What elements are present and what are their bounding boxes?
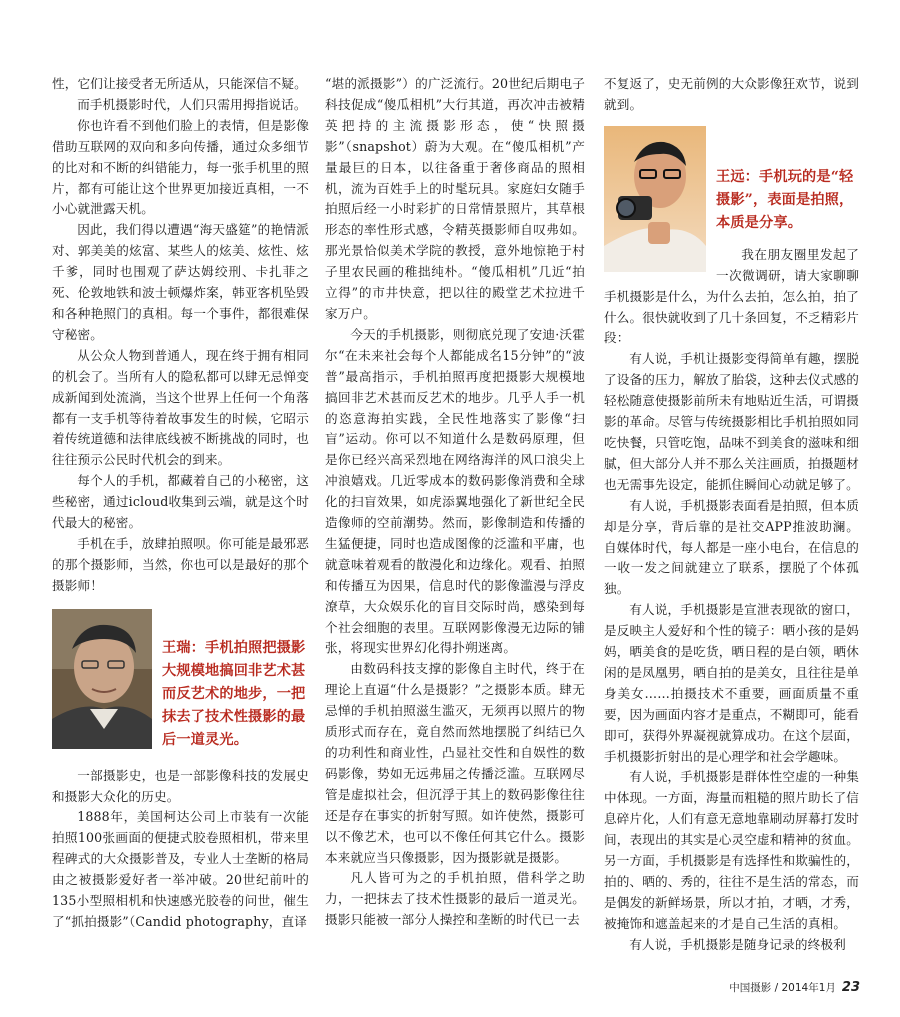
paragraph: 今天的手机摄影，则彻底兑现了安迪·沃霍尔“在未来社会每个人都能成名15分钟”的“波普”最高指示，手机拍照再度把摄影大规模地搞回非艺术甚而反艺术的地步。几乎人手一机的恣意海拍实践，全民性地落实了影像“扫盲”运动。你可以不知道什么是数码原理，但是你已经兴高采烈地在网络海洋的风口浪尖上冲浪嬉戏。几近零成本的数码影像消费和全球化的扫盲效果，如虎添翼地强化了新世纪全民造像师的空前潮势。然而，影像制造和传播的生猛便捷，同时也造成图像的泛滥和平庸，也就意味着观看的散漫化和边缘化。观看、拍照和传播互为因果，信息时代的影像滥漫与浮皮潦草，大众娱乐化的盲目交际时尚，感染到每个社会细胞的表里。互联网影像漫无边际的铺张，将现实世界幻化得扑朔迷离。 <box>325 326 585 656</box>
pull-quote-text: 王瑞：手机拍照把摄影大规模地搞回非艺术甚而反艺术的地步，一把抹去了技术性摄影的最后一道灵光。 <box>162 639 306 748</box>
paragraph: 有人说，手机摄影是群体性空虚的一种集中体现。一方面，海量而粗糙的照片助长了信息碎片化，人们有意无意地靠刷动屏幕打发时间，表现出的其实是心灵空虚和精神的贫血。另一方面，手机摄影是有选择性和欺骗性的，拍的、晒的、秀的，往往不是生活的常态，而是偶发的新鲜场景，所以才拍，才晒，才秀，被掩饰和遮盖起来的才是自己生活的真相。 <box>604 769 859 931</box>
portrait-photo-wang-yuan <box>604 126 706 272</box>
magazine-issue: 中国摄影 / 2014年1月 <box>729 982 836 994</box>
paragraph: 不复返了，史无前例的大众影像狂欢节，说到就到。 <box>604 76 859 112</box>
paragraph: 由数码科技支撑的影像自主时代，终于在理论上直逼“什么是摄影？”之摄影本质。肆无忌惮的手机拍照滋生滥灭，无须再以照片的物质形式而存在，竟自然而然地摆脱了纠结已久的功利性和商业性，凸显社交性和自娱性的数码影像，势如无远弗届之传播泛滥。互联网尽管是虚拟社会，但沉浮于其上的数码影像往往还是存在事实的折射写照。如许使然，摄影可以不像艺术，也可以不像任何其它什么。摄影本来就应当只像摄影，因为摄影就是摄影。 <box>325 661 585 865</box>
column-1 <box>52 74 309 953</box>
page-number: 23 <box>841 980 860 995</box>
paragraph: 一部摄影史，也是一部影像科技的发展史和摄影大众化的历史。 <box>52 767 309 804</box>
paragraph: 因此，我们得以遭遇“海天盛筵”的艳情派对、郭美美的炫富、某些人的炫美、炫性、炫千爹，同时也围观了萨达姆绞刑、卡扎菲之死、伦敦地铁和波士顿爆炸案，韩亚客机坠毁和各种艳照门的真相。每一个事件，都很难保守秘密。 <box>52 222 309 342</box>
paragraph: 凡人皆可为之的手机拍照，借科学之助力，一把抹去了技术性摄影的最后一道灵光。摄影只能被一部分人操控和垄断的时代已一去 <box>325 870 585 928</box>
paragraph: 有人说，手机让摄影变得简单有趣，摆脱了设备的压力，解放了胎袋，这种去仪式感的轻松随意使摄影前所未有地贴近生活，可谓摄影的革命。尽管与传统摄影相比手机拍照如同吃快餐，只管吃饱，品味不到美食的滋味和细腻，但大部分人并不那么关注画质，拍摄题材也无需事先设定，能抓住瞬间心动就足够了。 <box>604 351 859 492</box>
page-footer <box>729 980 860 995</box>
paragraph: 每个人的手机，都藏着自己的小秘密，这些秘密，通过icloud收集到云端，就是这个时代最大的秘密。 <box>52 473 309 531</box>
paragraph: 你也许看不到他们脸上的表情，但是影像借助互联网的双向和多向传播，通过众多细节的比对和不断的纠错能力，每一张手机里的照片，都有可能让这个世界更加接近真相，一不小心就泄露天机。 <box>52 117 309 217</box>
paragraph: 有人说，手机摄影是随身记录的终极利 <box>629 936 846 952</box>
pull-quote-wang-rui <box>52 609 309 752</box>
paragraph: 从公众人物到普通人，现在终于拥有相同的机会了。当所有人的隐私都可以肆无忌惮变成新闻到处流淌，当这个世界上任何一个角落都有一支手机等待着故事发生的时候，它昭示着传统道德和法律底线被不断挑战的同时，也往往预示公民时代机会的到来。 <box>52 347 309 468</box>
column-3 <box>604 74 859 953</box>
paragraph: 性，它们让接受者无所适从，只能深信不疑。 <box>52 76 307 91</box>
paragraph: 手机在手，放肆拍照呗。你可能是最邪恶的那个摄影师，当然，你也可以是最好的那个摄影师！ <box>52 535 309 593</box>
paragraph: 有人说，手机摄影是宣泄表现欲的窗口，是反映主人爱好和个性的镜子：晒小孩的是妈妈，晒美食的是吃货，晒日程的是白领，晒休闲的是凤凰男，晒自拍的是美女，且往往是单身美女……拍摄技术不重要，画面质量不重要，因为画面内容才是重点，不糊即可，能看即可，获得外界凝视就算成功。在这个层面，手机摄影折射出的是心理学和社会学趣味。 <box>604 602 859 764</box>
portrait-photo-wang-rui <box>52 609 152 749</box>
paragraph: 而手机摄影时代，人们只需用拇指说话。 <box>77 96 307 112</box>
paragraph: 1888年，美国柯达公司上市装有一次能拍照100张画面的便捷式胶卷照相机，带来里程碑式的大众摄影普及，专业人士垄断的格局由之被摄影爱好者一举冲破。20世纪前叶的135小型照相机和快速感光胶卷的问世，催生了“抓拍摄影”（Candid photography，直译 <box>52 809 309 929</box>
paragraph: “堪的派摄影”）的广泛流行。20世纪后期电子科技促成“傻瓜相机”大行其道，再次冲击被精英把持的主流摄影形态，使“快照摄影”（snapshot）蔚为大观。在“傻瓜相机”产量最巨的日本，以往备重于奢侈商品的照相机，流为百姓手上的时髦玩具。家庭妇女随手拍照后经一小时彩扩的日常情景照片，其草根形态的率性形式感，令精英摄影师自叹弗如。那光景恰似美术学院的教授，意外地惊艳于村子里农民画的稚拙纯朴。“傻瓜相机”几近“拍立得”的市井快意，把以往的殿堂艺术拉进千家万户。 <box>325 76 585 321</box>
pull-quote-text: 王远：手机玩的是“轻摄影”，表面是拍照，本质是分享。 <box>716 168 854 231</box>
pull-quote-wang-yuan <box>604 126 859 235</box>
column-2 <box>325 74 585 953</box>
paragraph: 我在朋友圈里发起了一次微调研，请大家聊聊手机摄影是什么，为什么去拍，怎么拍，拍了什么。很快就收到了几十条回复，不乏精彩片段： <box>604 246 859 346</box>
paragraph: 有人说，手机摄影表面看是拍照，但本质却是分享，背后靠的是社交APP推波助澜。自媒体时代，每人都是一座小电台，在信息的一收一发之间就建立了联系，摆脱了个体孤独。 <box>604 497 859 597</box>
